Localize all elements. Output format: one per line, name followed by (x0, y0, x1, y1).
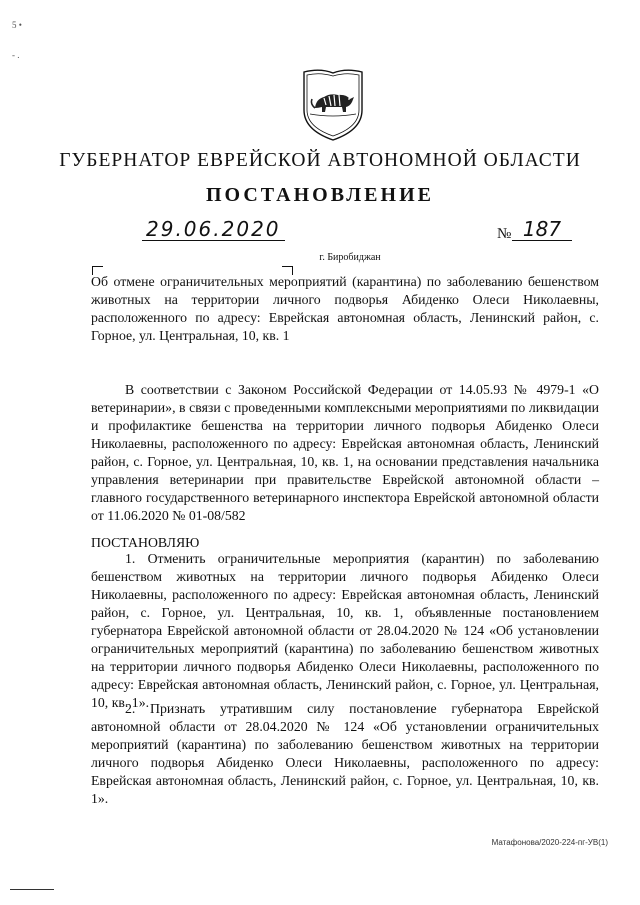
footer-code: Матафонова/2020-224-пг-УВ(1) (491, 838, 608, 847)
decree-item: 1. Отменить ограничительные мероприятия (карантин) по заболеванию бешенством животных на территории личного подворья Абиденко Олеси Николаевны, расположенного по адресу: Еврейская автономная область, Ленинский район, с. Горное, ул. Центральная, 10, кв. 1, объявленные постановлением губернатора Еврейской автономной области от 28.04.2020 № 124 «Об установлении ограничительных мероприятий (карантина) по заболеванию бешенством животных на территории личного подворья Абиденко Олеси Николаевны, расположенного по адресу: Еврейская автономная область, Ленинский район, с. Горное, ул. Центральная, 10, кв. 1». (91, 551, 599, 710)
document-subject: Об отмене ограничительных мероприятий (карантина) по заболеванию бешенством животных на территории личного подворья Абиденко Олеси Николаевны, расположенного по адресу: Еврейская автономная область, Ленинский район, с. Горное, ул. Центральная, 10, кв. 1 (91, 274, 599, 343)
margin-mark: 5 • (12, 20, 22, 30)
decree-word: ПОСТАНОВЛЯЮ (91, 535, 200, 550)
document-number: 187 (512, 218, 572, 241)
city-label: г. Биробиджан (319, 252, 381, 263)
organization-title: ГУБЕРНАТОР ЕВРЕЙСКОЙ АВТОНОМНОЙ ОБЛАСТИ (59, 150, 581, 171)
document-date: 29.06.2020 (142, 218, 285, 241)
footer-divider (10, 889, 54, 890)
number-label: № (497, 226, 512, 242)
preamble-paragraph: В соответствии с Законом Российской Федерации от 14.05.93 № 4979-1 «О ветеринарии», в связи с проведенными комплексными мероприятиями по ликвидации и профилактике бешенства на территории личного подворья Абиденко Олеси Николаевны, расположенного по адресу: Еврейская автономная область, Ленинский район, с. Горное, ул. Центральная, 10, кв. 1, на основании представления начальника управления ветеринарии при правительстве Еврейской автономной области – главного государственного ветеринарного инспектора Еврейской автономной области от 11.06.2020 № 01-08/582 (91, 382, 599, 523)
decree-item: 2. Признать утратившим силу постановление губернатора Еврейской автономной области от 28.04.2020 № 124 «Об установлении ограничительных мероприятий (карантина) по заболеванию бешенством животных на территории личного подворья Абиденко Олеси Николаевны, расположенного по адресу: Еврейская автономная область, Ленинский район, с. Горное, ул. Центральная, 10, кв. 1». (91, 701, 599, 806)
margin-marks (12, 10, 22, 70)
margin-mark: - . (12, 50, 20, 60)
coat-of-arms-tiger-icon (300, 66, 366, 142)
document-type: ПОСТАНОВЛЕНИЕ (206, 184, 434, 206)
